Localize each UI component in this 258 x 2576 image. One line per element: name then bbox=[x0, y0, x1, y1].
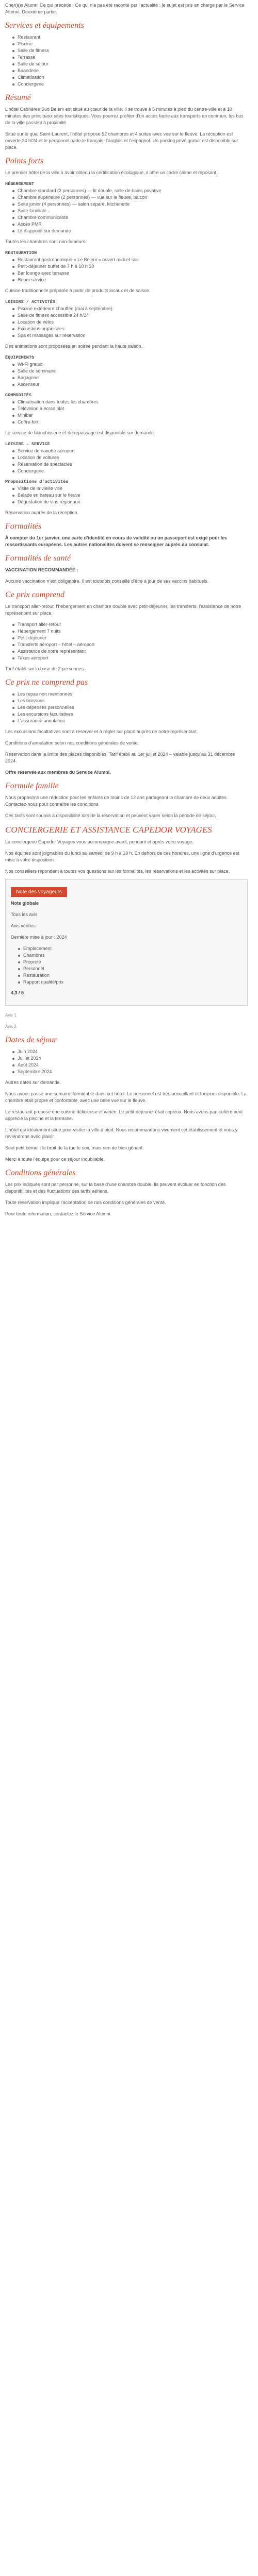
list-item: Restaurant gastronomique « Le Belem » ouvert midi et soir bbox=[12, 257, 248, 263]
list-item: Visite de la vieille ville bbox=[12, 485, 248, 492]
noninc-list bbox=[5, 691, 248, 724]
reviews-score: 4,3 / 5 bbox=[11, 990, 24, 995]
list-item: Télévision à écran plat bbox=[12, 405, 248, 412]
concierge-paragraph: Nos conseillers répondent à toutes vos questions sur les formalités, les réservations et les activités sur place. bbox=[5, 869, 230, 874]
resume-paragraph: Situé sur le quai Saint-Laurent, l’hôtel propose 52 chambres et 4 suites avec vue sur le fleuve. La réception est ouverte 24 h/24 et le personnel parle le français, l’anglais et l’espagnol. Un parking privé gratuit est disponible sur place. bbox=[5, 131, 238, 150]
equip-title: ÉQUIPEMENTS bbox=[5, 355, 35, 360]
list-item[interactable]: Personnel bbox=[18, 965, 242, 972]
list-item: Salle de fitness bbox=[12, 47, 248, 54]
famille-paragraph: Ces tarifs sont soumis à disponibilité lors de la réservation et peuvent varier selon la période de séjour. bbox=[5, 813, 216, 818]
list-item: Les excursions facultatives bbox=[12, 711, 248, 718]
infos-list bbox=[5, 448, 248, 474]
prix-title: Ce prix comprend bbox=[5, 590, 64, 599]
prix-note: Tarif établi sur la base de 2 personnes. bbox=[5, 666, 85, 671]
list-item: Les boissons bbox=[12, 698, 248, 704]
list-item: Room service bbox=[12, 277, 248, 283]
list-item: Restaurant bbox=[12, 34, 248, 41]
list-item: Ascenseur bbox=[12, 381, 248, 388]
list-item[interactable]: Restauration bbox=[18, 972, 242, 979]
reserve-paragraph: Réservation dans la limite des places disponibles. Tarif établi au 1er juillet 2024 – valable jusqu’au 31 décembre 2024. bbox=[5, 752, 235, 764]
points-title: Points forts bbox=[5, 157, 44, 165]
closing-title: Conditions générales bbox=[5, 1168, 76, 1177]
intro-text: Cher(e)s Alumni Ce qui précède : Ce qui n’a pas été raconté par l’actualité : le sujet est pris en charge par le Service Alumni. Deuxième partie. bbox=[5, 3, 245, 14]
closing-paragraph: Toute réservation implique l’acceptation de nos conditions générales de vente. bbox=[5, 1200, 166, 1205]
prop-list bbox=[5, 485, 248, 505]
list-item[interactable]: Septembre 2024 bbox=[12, 1069, 248, 1075]
prop-note: Réservation auprès de la réception. bbox=[5, 510, 79, 515]
review-paragraph: Seul petit bémol : le bruit de la rue le soir, mais rien de bien gênant. bbox=[5, 1145, 144, 1150]
formalites-title: Formalités bbox=[5, 522, 42, 531]
list-item: Accès PMR bbox=[12, 221, 248, 228]
list-item: Bar lounge avec terrasse bbox=[12, 270, 248, 277]
list-item: Chambre communicante bbox=[12, 214, 248, 221]
list-item: Climatisation bbox=[12, 74, 248, 81]
restauration-list bbox=[5, 257, 248, 283]
noninc-title: Ce prix ne comprend pas bbox=[5, 678, 88, 687]
list-item: Les repas non mentionnés bbox=[12, 691, 248, 698]
list-item: Salle de fitness accessible 24 h/24 bbox=[12, 312, 248, 319]
review-label: Avis 1 bbox=[5, 1013, 17, 1018]
review-paragraph: Merci à toute l’équipe pour ce séjour inoubliable. bbox=[5, 1157, 105, 1162]
list-item: Salle de séminaire bbox=[12, 368, 248, 375]
closing-paragraph: Pour toute information, contactez le Service Alumni. bbox=[5, 1211, 112, 1216]
restauration-title: RESTAURATION bbox=[5, 250, 37, 256]
review-paragraph: L’hôtel est idéalement situé pour visiter la ville à pied. Nous recommandons vivement cet établissement et nous y reviendrons avec plaisir. bbox=[5, 1127, 238, 1139]
concierge-paragraph: La conciergerie Capedor Voyages vous accompagne avant, pendant et après votre voyage. bbox=[5, 839, 194, 844]
loisirs-note: Des animations sont proposées en soirée pendant la haute saison. bbox=[5, 344, 143, 349]
reviews-criteria-list bbox=[11, 945, 242, 986]
hebergement-title: HÉBERGEMENT bbox=[5, 181, 35, 187]
list-item: Les dépenses personnelles bbox=[12, 704, 248, 711]
equip-list bbox=[5, 361, 248, 388]
loisirs-title: LOISIRS / ACTIVITÉS bbox=[5, 299, 55, 304]
dates-title: Dates de séjour bbox=[5, 1036, 57, 1044]
list-item: Excursions organisées bbox=[12, 326, 248, 332]
resume-title: Résumé bbox=[5, 93, 31, 102]
list-item: Petit-déjeuner buffet de 7 h à 10 h 30 bbox=[12, 263, 248, 270]
list-item: Coffre-fort bbox=[12, 419, 248, 426]
list-item: Conciergerie bbox=[12, 81, 248, 88]
list-item[interactable]: Chambres bbox=[18, 952, 242, 959]
noninc-paragraph: Les excursions facultatives sont à réserver et à régler sur place auprès de notre représentant. bbox=[5, 729, 198, 734]
review-label: Avis 2 bbox=[5, 1024, 17, 1029]
loisirs-list bbox=[5, 306, 248, 339]
review-paragraph: Le restaurant propose une cuisine délicieuse et variée. Le petit-déjeuner était copieux. Nous avons particulièrement apprécié la piscine et la terrasse. bbox=[5, 1109, 243, 1121]
list-item: Location de vélos bbox=[12, 319, 248, 326]
list-item: Chambre supérieure (2 personnes) — vue sur le fleuve, balcon bbox=[12, 194, 248, 201]
infos-title: LOISIRS – SERVICE bbox=[5, 442, 50, 447]
content-column bbox=[0, 0, 254, 1222]
list-item: Taxes aéroport bbox=[12, 655, 248, 662]
list-item[interactable]: Propreté bbox=[18, 959, 242, 965]
prix-list bbox=[5, 621, 248, 662]
list-item: Dégustation de vins régionaux bbox=[12, 499, 248, 505]
noninc-paragraph: Conditions d’annulation selon nos conditions générales de vente. bbox=[5, 740, 139, 745]
formalites-sante-label: VACCINATION RECOMMANDÉE : bbox=[5, 567, 78, 572]
reviews-subtitle: Note globale bbox=[11, 901, 39, 906]
list-item: Buanderie bbox=[12, 67, 248, 74]
closing-paragraph: Les prix indiqués sont par personne, sur la base d’une chambre double. Ils peuvent évoluer en fonction des disponibilités et des fluctuations des tarifs aériens. bbox=[5, 1182, 226, 1194]
list-item: Suite junior (4 personnes) — salon séparé, kitchenette bbox=[12, 201, 248, 208]
concierge-paragraph: Nos équipes sont joignables du lundi au samedi de 9 h à 19 h. En dehors de ces horaires, une ligne d’urgence est mise à votre disposition. bbox=[5, 851, 239, 862]
formalites-sante-paragraph: Aucune vaccination n’est obligatoire. Il est toutefois conseillé d’être à jour de ses vaccins habituels. bbox=[5, 579, 209, 584]
list-item: Conciergerie bbox=[12, 468, 248, 474]
formalites-sante-title: Formalités de santé bbox=[5, 554, 71, 563]
list-item[interactable]: Juillet 2024 bbox=[12, 1055, 248, 1062]
dates-list bbox=[5, 1048, 248, 1075]
list-item: Bagagerie bbox=[12, 375, 248, 381]
hebergement-note: Toutes les chambres sont non-fumeurs. bbox=[5, 239, 87, 244]
commodites-note: Le service de blanchisserie et de repassage est disponible sur demande. bbox=[5, 430, 155, 435]
list-item: Climatisation dans toutes les chambres bbox=[12, 399, 248, 405]
prop-title: Propositions d’activités bbox=[5, 479, 69, 484]
list-item: Spa et massages sur réservation bbox=[12, 332, 248, 339]
list-item: Terrasse bbox=[12, 54, 248, 61]
points-paragraph: Le premier hôtel de la ville à avoir obtenu la certification écologique, il offre un cadre calme et reposant. bbox=[5, 170, 218, 175]
list-item: Service de navette aéroport bbox=[12, 448, 248, 454]
reviews-title: Note des voyageurs bbox=[11, 887, 67, 897]
list-item: Salle de séjour bbox=[12, 61, 248, 67]
reviews-line: Dernière mise à jour : 2024 bbox=[11, 935, 67, 940]
list-item: L’assurance annulation bbox=[12, 718, 248, 724]
list-item: Balade en bateau sur le fleuve bbox=[12, 492, 248, 499]
services-list bbox=[5, 34, 248, 88]
list-item: Piscine bbox=[12, 41, 248, 47]
resume-paragraph: L’hôtel Cabrières Sud Belem est situé au cœur de la ville. Il se trouve à 5 minutes à pied du centre-ville et à 10 minutes des principaux sites touristiques. Vous pourrez profiter d’un accès facile aux transports en commun, les bus de la ville passent à proximité. bbox=[5, 107, 244, 125]
list-item: Minibar bbox=[12, 412, 248, 419]
commodites-title: COMMODITÉS bbox=[5, 393, 32, 398]
commodites-list bbox=[5, 399, 248, 426]
list-item[interactable]: Rapport qualité/prix bbox=[18, 979, 242, 986]
list-item: Transferts aéroport – hôtel – aéroport bbox=[12, 641, 248, 648]
list-item: Assistance de notre représentant bbox=[12, 648, 248, 655]
famille-title: Formule famille bbox=[5, 782, 59, 790]
list-item: Chambre standard (2 personnes) — lit double, salle de bains privative bbox=[12, 188, 248, 194]
list-item: Suite familiale bbox=[12, 208, 248, 214]
list-item[interactable]: Juin 2024 bbox=[12, 1048, 248, 1055]
list-item[interactable]: Emplacement bbox=[18, 945, 242, 952]
list-item: Petit-déjeuner bbox=[12, 635, 248, 641]
review-paragraph: Nous avons passé une semaine formidable dans cet hôtel. Le personnel est très accueillant et toujours disponible. La chambre était propre et confortable, avec une belle vue sur le fleuve. bbox=[5, 1091, 247, 1103]
dates-note: Autres dates sur demande. bbox=[5, 1080, 61, 1085]
concierge-title: CONCIERGERIE ET ASSISTANCE CAPEDOR VOYAGES bbox=[5, 825, 212, 835]
hebergement-list bbox=[5, 188, 248, 234]
list-item: Transport aller-retour bbox=[12, 621, 248, 628]
list-item[interactable]: Août 2024 bbox=[12, 1062, 248, 1069]
list-item: Piscine extérieure chauffée (mai à septembre) bbox=[12, 306, 248, 312]
list-item: Location de voitures bbox=[12, 454, 248, 461]
formalites-paragraph: À compter du 1er janvier, une carte d’identité en cours de validité ou un passeport est exigé pour les ressortissants européens. Les autres nationalités doivent se renseigner auprès du consulat. bbox=[5, 535, 228, 547]
list-item: Hébergement 7 nuits bbox=[12, 628, 248, 635]
list-item: Wi-Fi gratuit bbox=[12, 361, 248, 368]
famille-paragraph: Nous proposons une réduction pour les enfants de moins de 12 ans partageant la chambre de deux adultes. Contactez-nous pour connaître les conditions. bbox=[5, 795, 228, 807]
reserve-bold: Offre réservée aux membres du Service Alumni. bbox=[5, 770, 111, 775]
list-item: Réservation de spectacles bbox=[12, 461, 248, 468]
prix-paragraph: Le transport aller-retour, l’hébergement en chambre double avec petit-déjeuner, les transferts, l’assistance de notre représentant sur place. bbox=[5, 604, 241, 616]
reviews-line: Tous les avis bbox=[11, 912, 38, 917]
reviews-line: Avis vérifiés bbox=[11, 923, 36, 928]
restauration-note: Cuisine traditionnelle préparée à partir de produits locaux et de saison. bbox=[5, 288, 151, 293]
services-title: Services et équipements bbox=[5, 21, 84, 30]
list-item: Lit d’appoint sur demande bbox=[12, 228, 248, 234]
reviews-box bbox=[5, 879, 248, 1006]
